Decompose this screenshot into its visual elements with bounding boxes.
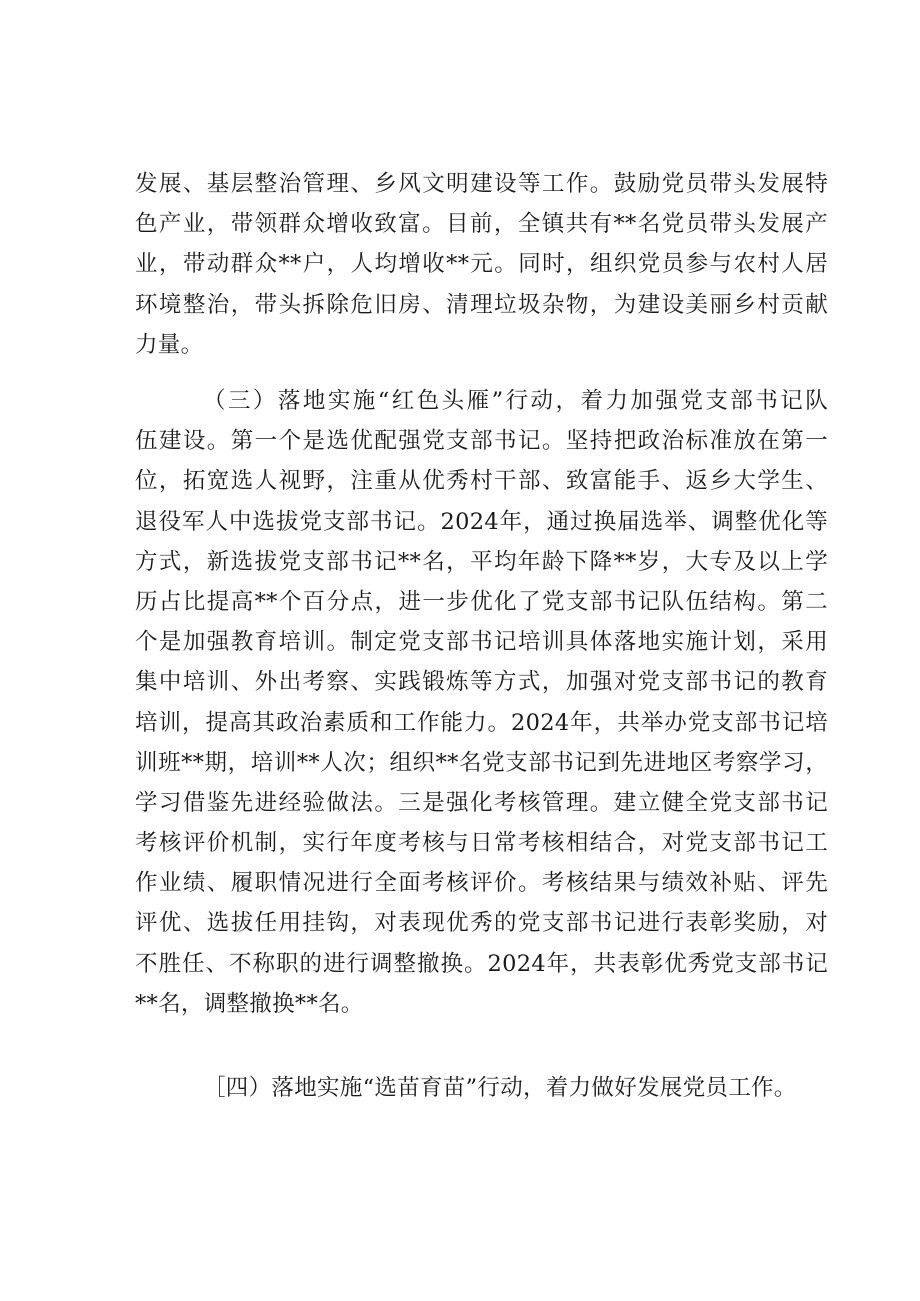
- text-line: 作业绩、履职情况进行全面考核评价。考核结果与绩效补贴、评先: [135, 870, 828, 897]
- text-line: 色产业，带领群众增收致富。目前，全镇共有**名党员带头发展产: [135, 211, 828, 238]
- text-line: 考核评价机制，实行年度考核与日常考核相结合，对党支部书记工: [135, 830, 828, 857]
- text-line: 历占比提高**个百分点，进一步优化了党支部书记队伍结构。第二: [135, 588, 828, 615]
- text-line: 评优、选拔任用挂钩，对表现优秀的党支部书记进行表彰奖励，对: [135, 910, 828, 937]
- text-line: 方式，新选拔党支部书记**名，平均年龄下降**岁，大专及以上学: [135, 548, 828, 575]
- text-line: 集中培训、外出考察、实践锻炼等方式，加强对党支部书记的教育: [135, 669, 828, 696]
- text-line: 学习借鉴先进经验做法。三是强化考核管理。建立健全党支部书记: [135, 789, 828, 816]
- text-line: 退役军人中选拔党支部书记。2024年，通过换届选举、调整优化等: [135, 508, 828, 535]
- text-line: 不胜任、不称职的进行调整撤换。2024年，共表彰优秀党支部书记: [135, 950, 828, 977]
- text-line: 发展、基层整治管理、乡风文明建设等工作。鼓励党员带头发展特: [135, 171, 828, 197]
- text-line: 个是加强教育培训。制定党支部书记培训具体落地实施计划，采用: [135, 629, 828, 656]
- paragraph-continuation: [135, 164, 828, 365]
- text-line: 力量。: [135, 331, 204, 358]
- text-line: 训班**期，培训**人次；组织**名党支部书记到先进地区考察学习，: [135, 749, 828, 776]
- text-line: **名，调整撤换**名。: [135, 990, 364, 1017]
- text-line: 培训，提高其政治素质和工作能力。2024年，共举办党支部书记培: [135, 709, 828, 736]
- paragraph-section-three: [135, 381, 828, 1024]
- text-line: 业，带动群众**户，人均增收**元。同时，组织党员参与农村人居: [135, 251, 828, 278]
- section-heading-line: ［四）落地实施“选苗育苗”行动，着力做好发展党员工作。: [203, 1075, 797, 1101]
- paragraph-section-four: [135, 1068, 828, 1108]
- text-line: 位，拓宽选人视野，注重从优秀村干部、致富能手、返乡大学生、: [135, 468, 828, 495]
- text-line: 环境整治，带头拆除危旧房、清理垃圾杂物，为建设美丽乡村贡献: [135, 291, 828, 318]
- section-heading-line: （三）落地实施“红色头雁”行动，着力加强党支部书记队: [203, 388, 828, 414]
- text-line: 伍建设。第一个是选优配强党支部书记。坚持把政治标准放在第一: [135, 428, 828, 455]
